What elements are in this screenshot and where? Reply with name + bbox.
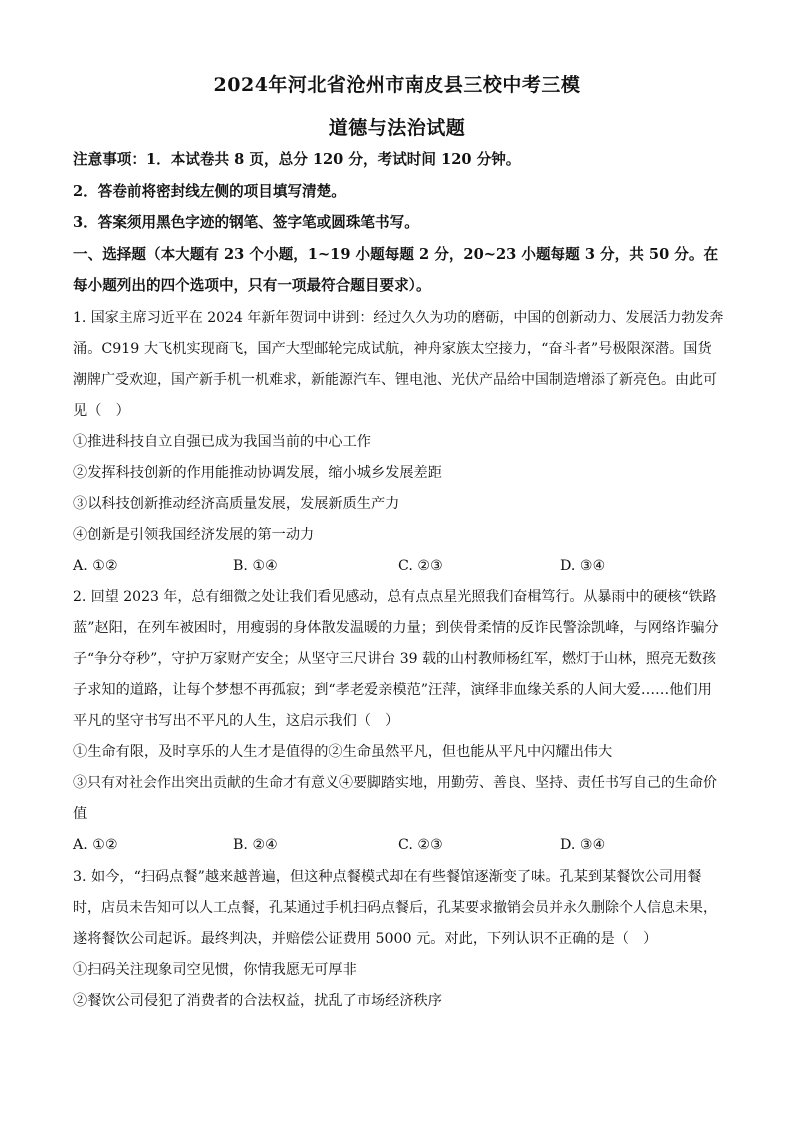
answer-options [73,556,723,576]
question-item: ①推进科技自立自强已成为我国当前的中心工作 [73,434,371,450]
exam-subtitle: 道德与法治试题 [328,117,466,139]
question-item: 值 [73,806,88,822]
exam-title: 2024年河北省沧州市南皮县三校中考三模 [213,74,581,96]
question-item: ①扫码关注现象司空见惯，你情我愿无可厚非 [73,962,357,978]
option-b: B. ②④ [233,837,278,853]
question-item: ④创新是引领我国经济发展的第一动力 [73,527,315,543]
question-stem-line: 1. 国家主席习近平在 2024 年新年贺词中讲到：经过久久为功的磨砺，中国的创新动力、发展活力勃发奔 [73,310,724,326]
question-stem-line: 子求知的道路，让每个梦想不再孤寂；到“孝老爱亲模范”汪萍，演绎非血缘关系的人间大爱……他们用 [73,682,712,698]
question-stem-line: 2. 回望 2023 年，总有细微之处让我们看见感动，总有点点星光照我们奋楫笃行。从暴雨中的硬核“铁路 [73,589,717,605]
question-stem-line: 潮牌广受欢迎，国产新手机一机难求，新能源汽车、锂电池、光伏产品给中国制造增添了新亮色。由此可 [73,372,717,388]
section-heading: 一、选择题（本大题有 23 个小题，1~19 小题每题 2 分，20~23 小题每题 3 分，共 50 分。在 [73,246,719,263]
question-stem-line: 时，店员未告知可以人工点餐，孔某通过手机扫码点餐后，孔某要求撤销会员并永久删除个人信息未果， [73,900,717,916]
option-d: D. ③④ [560,837,606,853]
question-stem-line: 遂将餐饮公司起诉。最终判决，并赔偿公证费用 5000 元。对此，下列认识不正确的是（ ） [73,931,658,947]
option-d: D. ③④ [560,558,606,574]
question-stem-line: 子“争分夺秒”，守护万家财产安全；从坚守三尺讲台 39 载的山村教师杨红军，燃灯于山林，照亮无数孩 [73,651,717,667]
question-stem-line: 蓝”赵阳，在列车被困时，用瘦弱的身体散发温暖的力量；到侠骨柔情的反诈民警涂凯峰，与网络诈骗分 [73,620,719,636]
question-item: ③只有对社会作出突出贡献的生命才有意义④要脚踏实地，用勤劳、善良、坚持、责任书写自己的生命价 [73,775,717,791]
question-stem-line: 平凡的坚守书写出不平凡的人生，这启示我们（ ） [73,713,400,729]
option-a: A. ①② [73,837,118,853]
question-stem-line: 涌。C919 大飞机实现商飞，国产大型邮轮完成试航，神舟家族太空接力，“奋斗者”号极限深潜。国货 [73,341,712,357]
question-item: ②餐饮公司侵犯了消费者的合法权益，扰乱了市场经济秩序 [73,993,442,1009]
notes-line: 注意事项：1．本试卷共 8 页，总分 120 分，考试时间 120 分钟。 [73,151,521,168]
section-heading: 每小题列出的四个选项中，只有一项最符合题目要求）。 [73,277,431,294]
option-a: A. ①② [73,558,118,574]
question-stem-line: 见（ ） [73,403,130,419]
notes-line: 3．答案须用黑色字迹的钢笔、签字笔或圆珠笔书写。 [73,214,419,231]
option-c: C. ②③ [398,558,443,574]
question-stem-line: 3. 如今，“扫码点餐”越来越普遍，但这种点餐模式却在有些餐馆逐渐变了味。孔某到某餐饮公司用餐 [73,869,702,885]
notes-line: 2．答卷前将密封线左侧的项目填写清楚。 [73,183,346,200]
option-c: C. ②③ [398,837,443,853]
question-item: ③以科技创新推动经济高质量发展，发展新质生产力 [73,496,400,512]
option-b: B. ①④ [233,558,278,574]
question-item: ②发挥科技创新的作用能推动协调发展，缩小城乡发展差距 [73,465,442,481]
answer-options [73,835,723,855]
question-item: ①生命有限，及时享乐的人生才是值得的②生命虽然平凡，但也能从平凡中闪耀出伟大 [73,744,613,760]
